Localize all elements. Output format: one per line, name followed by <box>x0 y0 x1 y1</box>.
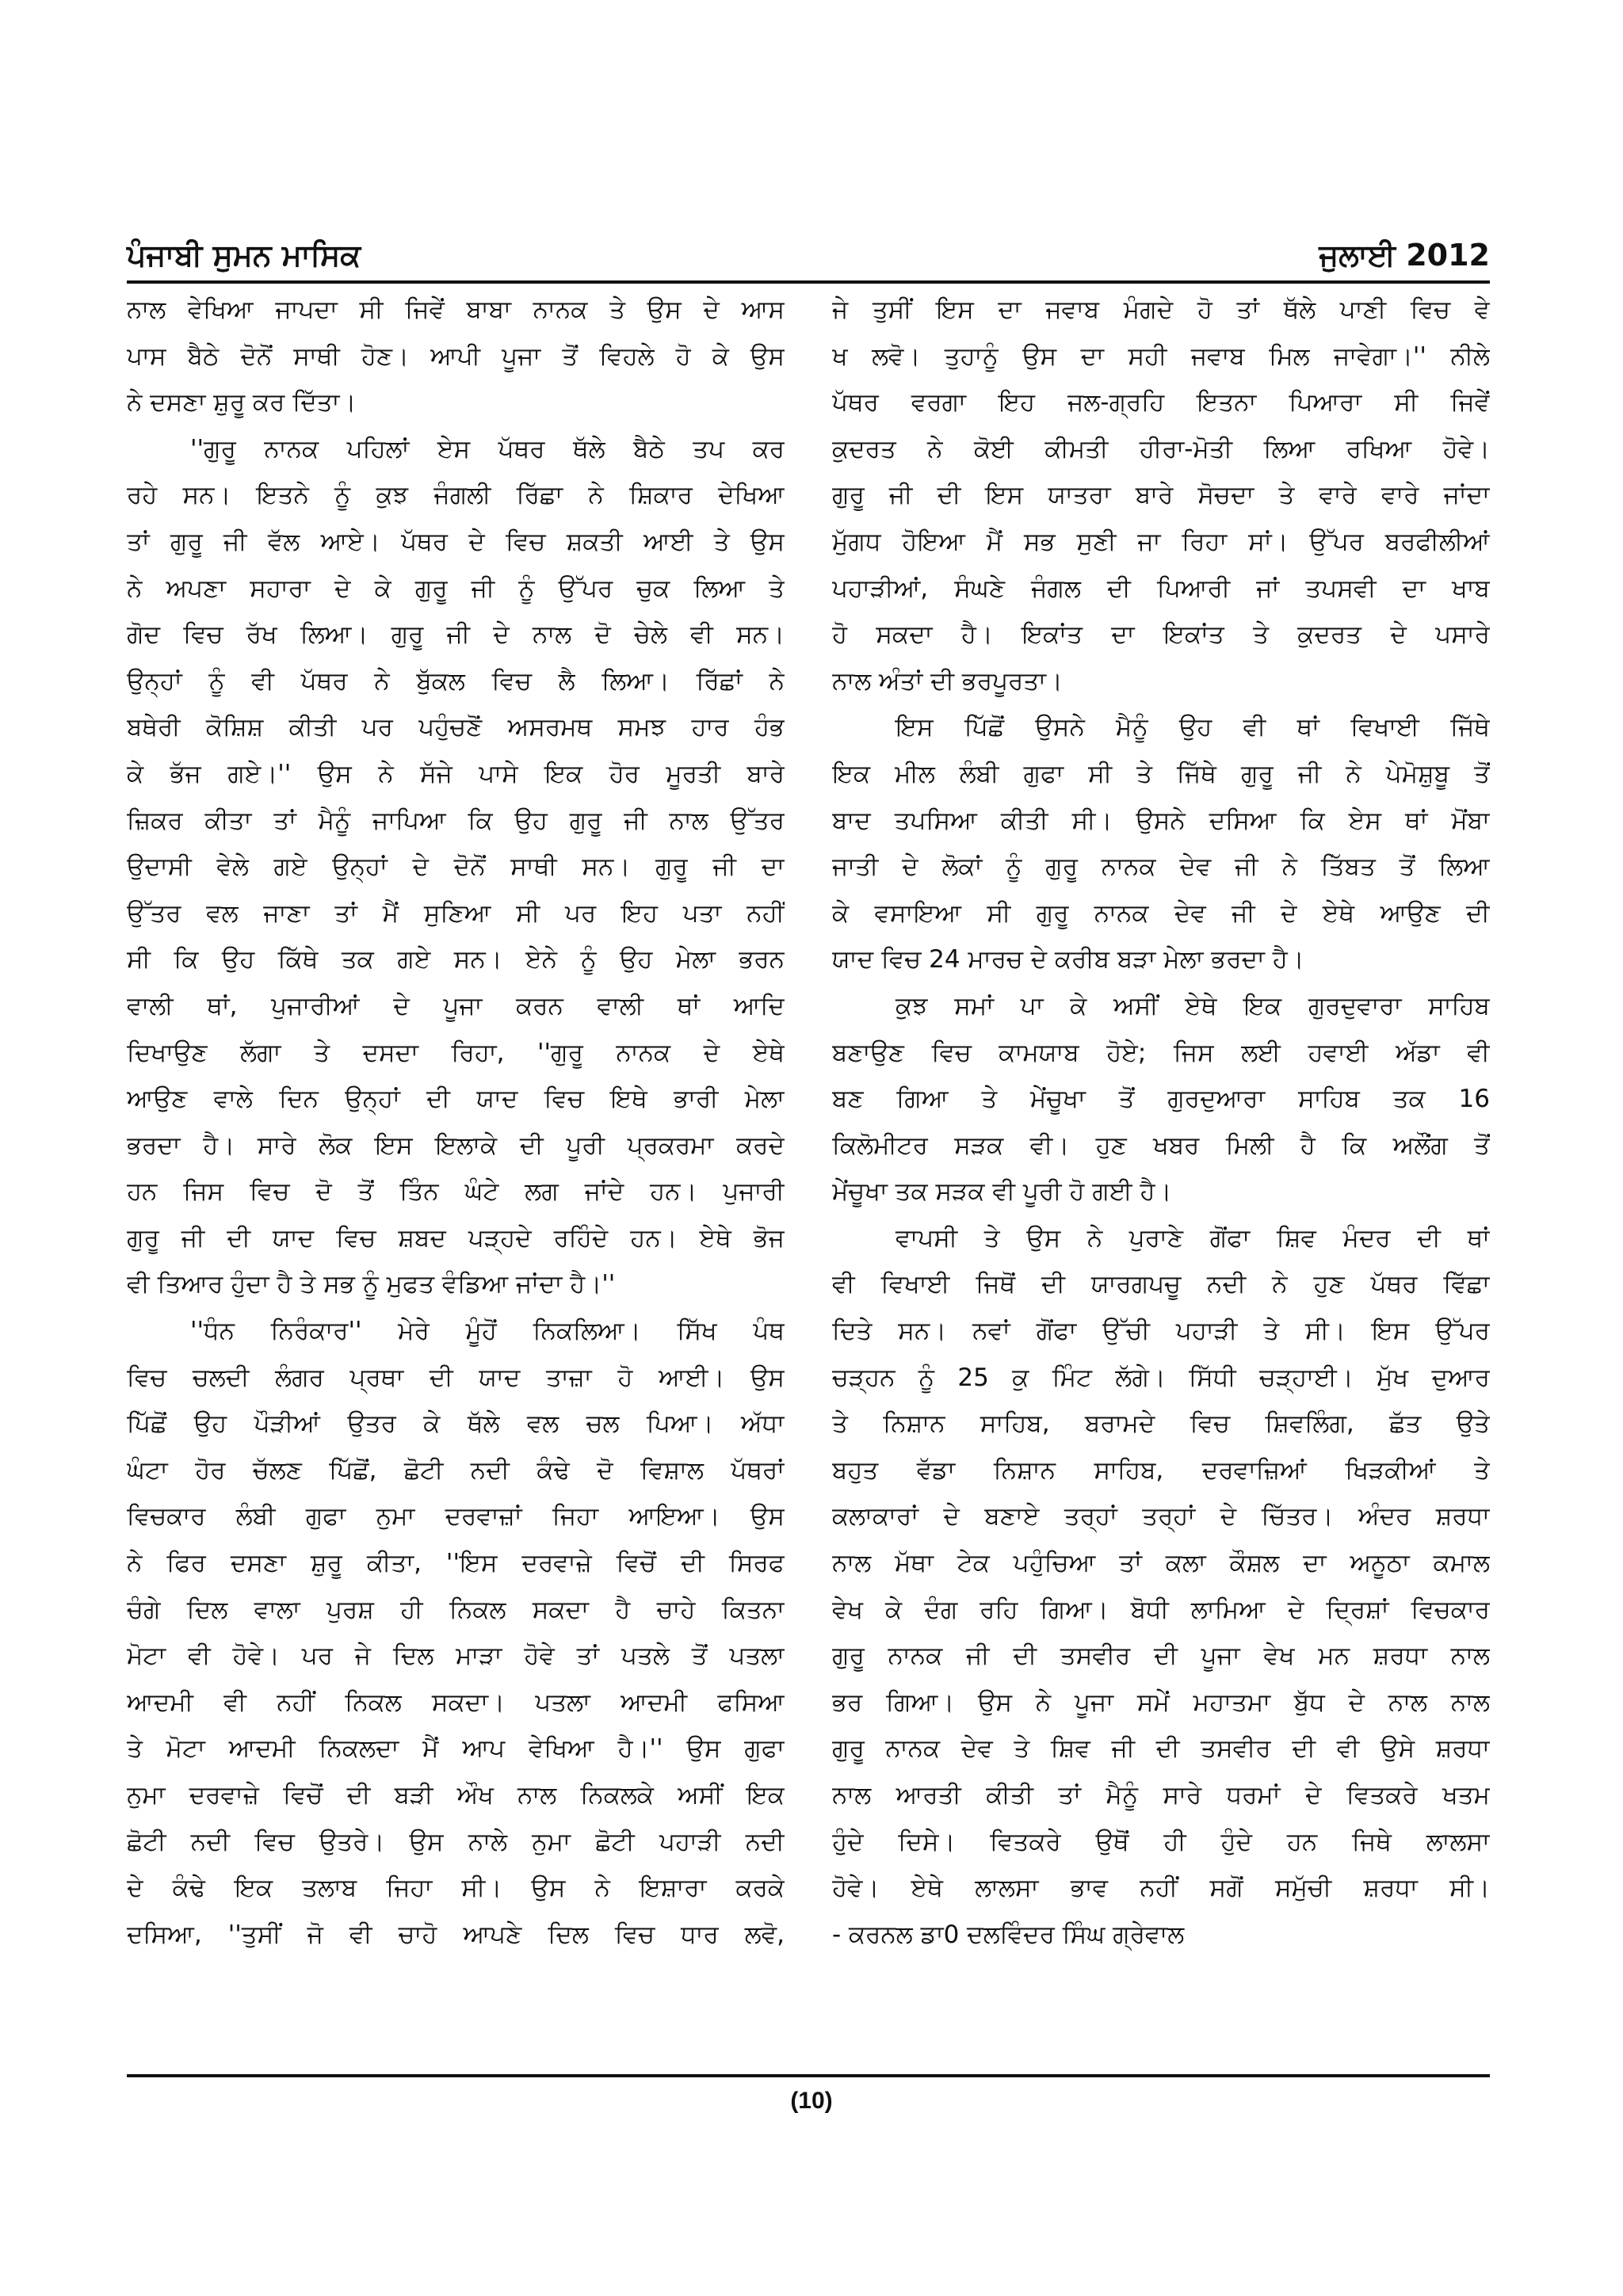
text-line: ਪਿੱਛੋਂ ਉਹ ਪੌੜੀਆਂ ਉਤਰ ਕੇ ਥੱਲੇ ਵਲ ਚਲ ਪਿਆ। ਅੱਧਾ <box>127 1409 785 1439</box>
right-column <box>832 287 1490 2071</box>
text-line: ਯਾਦ ਵਿਚ 24 ਮਾਰਚ ਦੇ ਕਰੀਬ ਬੜਾ ਮੇਲਾ ਭਰਦਾ ਹੈ। <box>832 945 1304 974</box>
text-line: ਬਥੇਰੀ ਕੋਸ਼ਿਸ਼ ਕੀਤੀ ਪਰ ਪਹੁੰਚਣੋਂ ਅਸਰਮਥ ਸਮਝ ਹਾਰ ਹੰਭ <box>127 713 785 742</box>
text-line: ਆਉਣ ਵਾਲੇ ਦਿਨ ਉਨ੍ਹਾਂ ਦੀ ਯਾਦ ਵਿਚ ਇਥੇ ਭਾਰੀ ਮੇਲਾ <box>127 1085 785 1114</box>
text-line: ਮੁੱਗਧ ਹੋਇਆ ਮੈਂ ਸਭ ਸੁਣੀ ਜਾ ਰਿਹਾ ਸਾਂ। ਉੱਪਰ ਬਰਫੀਲੀਆਂ <box>832 527 1490 556</box>
text-line: ਬਣਾਉਣ ਵਿਚ ਕਾਮਯਾਬ ਹੋਏ; ਜਿਸ ਲਈ ਹਵਾਈ ਅੱਡਾ ਵੀ <box>832 1038 1490 1067</box>
header-rule <box>127 280 1490 284</box>
text-line: ਛੋਟੀ ਨਦੀ ਵਿਚ ਉਤਰੇ। ਉਸ ਨਾਲੇ ਨੁਮਾ ਛੋਟੀ ਪਹਾੜੀ ਨਦੀ <box>127 1827 785 1856</box>
text-line: ਕਲਾਕਾਰਾਂ ਦੇ ਬਣਾਏ ਤਰ੍ਹਾਂ ਤਰ੍ਹਾਂ ਦੇ ਚਿੱਤਰ। ਅੰਦਰ ਸ਼ਰਧਾ <box>832 1502 1490 1531</box>
text-line: ਦਿਖਾਉਣ ਲੱਗਾ ਤੇ ਦਸਦਾ ਰਿਹਾ, ''ਗੁਰੂ ਨਾਨਕ ਦੇ ਏਥੇ <box>127 1038 785 1067</box>
text-line: ਹਨ ਜਿਸ ਵਿਚ ਦੋ ਤੋਂ ਤਿੰਨ ਘੰਟੇ ਲਗ ਜਾਂਦੇ ਹਨ। ਪੁਜਾਰੀ <box>127 1177 785 1207</box>
text-line: ਪਹਾੜੀਆਂ, ਸੰਘਣੇ ਜੰਗਲ ਦੀ ਪਿਆਰੀ ਜਾਂ ਤਪਸਵੀ ਦਾ ਖਾਬ <box>832 574 1490 603</box>
text-line: ਹੋਵੇ। ਏਥੇ ਲਾਲਸਾ ਭਾਵ ਨਹੀਂ ਸਗੋਂ ਸਮੁੱਚੀ ਸ਼ਰਧਾ ਸੀ। <box>832 1874 1490 1903</box>
text-line: ਗੁਰੂ ਨਾਨਕ ਜੀ ਦੀ ਤਸਵੀਰ ਦੀ ਪੂਜਾ ਵੇਖ ਮਨ ਸ਼ਰਧਾ ਨਾਲ <box>832 1642 1490 1671</box>
text-line: ਖ ਲਵੋ। ਤੁਹਾਨੂੰ ਉਸ ਦਾ ਸਹੀ ਜਵਾਬ ਮਿਲ ਜਾਵੇਗਾ।'' ਨੀਲੇ <box>832 341 1490 371</box>
text-line: ਕਿਲੋਮੀਟਰ ਸੜਕ ਵੀ। ਹੁਣ ਖਬਰ ਮਿਲੀ ਹੈ ਕਿ ਅਲੌਂਗ ਤੋਂ <box>832 1131 1490 1160</box>
text-line: ਹੁੰਦੇ ਦਿਸੇ। ਵਿਤਕਰੇ ਉਥੋਂ ਹੀ ਹੁੰਦੇ ਹਨ ਜਿਥੇ ਲਾਲਸਾ <box>832 1827 1490 1856</box>
text-line: ਗੁਰੂ ਜੀ ਦੀ ਯਾਦ ਵਿਚ ਸ਼ਬਦ ਪੜ੍ਹਦੇ ਰਹਿੰਦੇ ਹਨ। ਏਥੇ ਭੋਜ <box>127 1223 785 1253</box>
text-line: ਗੁਰੂ ਜੀ ਦੀ ਇਸ ਯਾਤਰਾ ਬਾਰੇ ਸੋਚਦਾ ਤੇ ਵਾਰੇ ਵਾਰੇ ਜਾਂਦਾ <box>832 481 1490 510</box>
text-line: ਵਾਲੀ ਥਾਂ, ਪੁਜਾਰੀਆਂ ਦੇ ਪੂਜਾ ਕਰਨ ਵਾਲੀ ਥਾਂ ਆਦਿ <box>127 991 785 1020</box>
text-line: ਜੇ ਤੁਸੀਂ ਇਸ ਦਾ ਜਵਾਬ ਮੰਗਦੇ ਹੋ ਤਾਂ ਥੱਲੇ ਪਾਣੀ ਵਿਚ ਵੇ <box>832 296 1490 324</box>
text-line: ਪਾਸ ਬੈਠੇ ਦੋਨੋਂ ਸਾਥੀ ਹੋਣ। ਆਪੀ ਪੂਜਾ ਤੋਂ ਵਿਹਲੇ ਹੋ ਕੇ ਉਸ <box>127 341 785 371</box>
text-line: ਕੁਝ ਸਮਾਂ ਪਾ ਕੇ ਅਸੀਂ ਏਥੇ ਇਕ ਗੁਰਦੁਵਾਰਾ ਸਾਹਿਬ <box>896 991 1490 1020</box>
text-line: ਬਹੁਤ ਵੱਡਾ ਨਿਸ਼ਾਨ ਸਾਹਿਬ, ਦਰਵਾਜ਼ਿਆਂ ਖਿੜਕੀਆਂ ਤੇ <box>832 1455 1490 1485</box>
text-line: ਭਰਦਾ ਹੈ। ਸਾਰੇ ਲੋਕ ਇਸ ਇਲਾਕੇ ਦੀ ਪੂਰੀ ਪ੍ਰਕਰਮਾ ਕਰਦੇ <box>127 1131 785 1160</box>
text-line: ਨਾਲ ਵੇਖਿਆ ਜਾਪਦਾ ਸੀ ਜਿਵੇਂ ਬਾਬਾ ਨਾਨਕ ਤੇ ਉਸ ਦੇ ਆਸ <box>127 296 785 324</box>
text-line: ਭਰ ਗਿਆ। ਉਸ ਨੇ ਪੂਜਾ ਸਮੇਂ ਮਹਾਤਮਾ ਬੁੱਧ ਦੇ ਨਾਲ ਨਾਲ <box>832 1688 1490 1717</box>
text-line: ਵਿਚ ਚਲਦੀ ਲੰਗਰ ਪ੍ਰਥਾ ਦੀ ਯਾਦ ਤਾਜ਼ਾ ਹੋ ਆਈ। ਉਸ <box>127 1363 785 1392</box>
text-line: ਵਾਪਸੀ ਤੇ ਉਸ ਨੇ ਪੁਰਾਣੇ ਗੋਂਫਾ ਸ਼ਿਵ ਮੰਦਰ ਦੀ ਥਾਂ <box>896 1223 1490 1253</box>
text-line: ਤੇ ਨਿਸ਼ਾਨ ਸਾਹਿਬ, ਬਰਾਮਦੇ ਵਿਚ ਸ਼ਿਵਲਿੰਗ, ਛੱਤ ਉਤੇ <box>832 1409 1490 1439</box>
text-line: ਜ਼ਿਕਰ ਕੀਤਾ ਤਾਂ ਮੈਨੂੰ ਜਾਪਿਆ ਕਿ ਉਹ ਗੁਰੂ ਜੀ ਨਾਲ ਉੱਤਰ <box>127 806 785 835</box>
text-line: ਨਾਲ ਮੱਥਾ ਟੇਕ ਪਹੁੰਚਿਆ ਤਾਂ ਕਲਾ ਕੌਸ਼ਲ ਦਾ ਅਨੂਠਾ ਕਮਾਲ <box>832 1549 1490 1578</box>
text-line: ''ਗੁਰੂ ਨਾਨਕ ਪਹਿਲਾਂ ਏਸ ਪੱਥਰ ਥੱਲੇ ਬੈਠੇ ਤਪ ਕਰ <box>190 434 785 463</box>
text-line: ਘੰਟਾ ਹੋਰ ਚੱਲਣ ਪਿੱਛੋਂ, ਛੋਟੀ ਨਦੀ ਕੰਢੇ ਦੋ ਵਿਸ਼ਾਲ ਪੱਥਰਾਂ <box>127 1455 785 1485</box>
text-line: ਤਾਂ ਗੁਰੂ ਜੀ ਵੱਲ ਆਏ। ਪੱਥਰ ਦੇ ਵਿਚ ਸ਼ਕਤੀ ਆਈ ਤੇ ਉਸ <box>127 527 785 556</box>
text-line: ਉਨ੍ਹਾਂ ਨੂੰ ਵੀ ਪੱਥਰ ਨੇ ਬੁੱਕਲ ਵਿਚ ਲੈ ਲਿਆ। ਰਿੱਛਾਂ ਨੇ <box>127 666 785 696</box>
text-line: ਗੁਰੂ ਨਾਨਕ ਦੇਵ ਤੇ ਸ਼ਿਵ ਜੀ ਦੀ ਤਸਵੀਰ ਦੀ ਵੀ ਉਸੇ ਸ਼ਰਧਾ <box>832 1734 1490 1764</box>
text-line: ਕੇ ਭੱਜ ਗਏ।'' ਉਸ ਨੇ ਸੱਜੇ ਪਾਸੇ ਇਕ ਹੋਰ ਮੂਰਤੀ ਬਾਰੇ <box>127 759 785 788</box>
text-line: ਚੰਗੇ ਦਿਲ ਵਾਲਾ ਪੁਰਸ਼ ਹੀ ਨਿਕਲ ਸਕਦਾ ਹੈ ਚਾਹੇ ਕਿਤਨਾ <box>127 1595 785 1624</box>
text-line: ਨੇ ਫਿਰ ਦਸਣਾ ਸ਼ੁਰੂ ਕੀਤਾ, ''ਇਸ ਦਰਵਾਜ਼ੇ ਵਿਚੋਂ ਦੀ ਸਿਰਫ <box>127 1549 785 1578</box>
text-line: ਵੇਖ ਕੇ ਦੰਗ ਰਹਿ ਗਿਆ। ਬੋਧੀ ਲਾਮਿਆ ਦੇ ਦ੍ਰਿਸ਼ਾਂ ਵਿਚਕਾਰ <box>832 1595 1490 1624</box>
text-line: ਰਹੇ ਸਨ। ਇਤਨੇ ਨੂੰ ਕੁਝ ਜੰਗਲੀ ਰਿੱਛਾ ਨੇ ਸ਼ਿਕਾਰ ਦੇਖਿਆ <box>127 481 785 510</box>
text-line: ਨਾਲ ਆਰਤੀ ਕੀਤੀ ਤਾਂ ਮੈਨੂੰ ਸਾਰੇ ਧਰਮਾਂ ਦੇ ਵਿਤਕਰੇ ਖਤਮ <box>832 1781 1490 1810</box>
text-line: ਵੀ ਤਿਆਰ ਹੁੰਦਾ ਹੈ ਤੇ ਸਭ ਨੂੰ ਮੁਫਤ ਵੰਡਿਆ ਜਾਂਦਾ ਹੈ।'' <box>127 1270 616 1299</box>
text-line: ਨੇ ਅਪਣਾ ਸਹਾਰਾ ਦੇ ਕੇ ਗੁਰੂ ਜੀ ਨੂੰ ਉੱਪਰ ਚੁਕ ਲਿਆ ਤੇ <box>127 574 785 603</box>
text-line: ਆਦਮੀ ਵੀ ਨਹੀਂ ਨਿਕਲ ਸਕਦਾ। ਪਤਲਾ ਆਦਮੀ ਫਸਿਆ <box>127 1688 785 1717</box>
text-line: ਮੇਂਚੂਖਾ ਤਕ ਸੜਕ ਵੀ ਪੂਰੀ ਹੋ ਗਈ ਹੈ। <box>832 1177 1172 1207</box>
text-line: ਇਕ ਮੀਲ ਲੰਬੀ ਗੁਫਾ ਸੀ ਤੇ ਜਿੱਥੇ ਗੁਰੂ ਜੀ ਨੇ ਪੇਮੋਸ਼ੁਬੂ ਤੋਂ <box>832 759 1490 788</box>
article-body <box>127 287 1490 2071</box>
text-line: ਮੋਟਾ ਵੀ ਹੋਵੇ। ਪਰ ਜੇ ਦਿਲ ਮਾੜਾ ਹੋਵੇ ਤਾਂ ਪਤਲੇ ਤੋਂ ਪਤਲਾ <box>127 1642 785 1671</box>
text-line: ਨਾਲ ਅੰਤਾਂ ਦੀ ਭਰਪੂਰਤਾ। <box>832 666 1063 696</box>
text-line: ਨੁਮਾ ਦਰਵਾਜ਼ੇ ਵਿਚੋਂ ਦੀ ਬੜੀ ਔਖ ਨਾਲ ਨਿਕਲਕੇ ਅਸੀਂ ਇਕ <box>127 1781 785 1810</box>
text-line: ਉਦਾਸੀ ਵੇਲੇ ਗਏ ਉਨ੍ਹਾਂ ਦੇ ਦੋਨੋਂ ਸਾਥੀ ਸਨ। ਗੁਰੂ ਜੀ ਦਾ <box>127 852 785 882</box>
text-line: ਉੱਤਰ ਵਲ ਜਾਣਾ ਤਾਂ ਮੈਂ ਸੁਣਿਆ ਸੀ ਪਰ ਇਹ ਪਤਾ ਨਹੀਂ <box>127 898 785 928</box>
text-line: ਗੋਦ ਵਿਚ ਰੱਖ ਲਿਆ। ਗੁਰੂ ਜੀ ਦੇ ਨਾਲ ਦੋ ਚੇਲੇ ਵੀ ਸਨ। <box>127 620 785 650</box>
text-line: ਦਿਤੇ ਸਨ। ਨਵਾਂ ਗੋਂਫਾ ਉੱਚੀ ਪਹਾੜੀ ਤੇ ਸੀ। ਇਸ ਉੱਪਰ <box>832 1317 1490 1346</box>
page-number: (10) <box>790 2088 833 2114</box>
text-line: ਸੀ ਕਿ ਉਹ ਕਿੱਥੇ ਤਕ ਗਏ ਸਨ। ਏਨੇ ਨੂੰ ਉਹ ਮੇਲਾ ਭਰਨ <box>127 945 785 974</box>
text-line: ਕੇ ਵਸਾਇਆ ਸੀ ਗੁਰੂ ਨਾਨਕ ਦੇਵ ਜੀ ਦੇ ਏਥੇ ਆਉਣ ਦੀ <box>832 898 1490 928</box>
text-line: ਨੇ ਦਸਣਾ ਸ਼ੁਰੂ ਕਰ ਦਿੱਤਾ। <box>127 388 357 418</box>
text-line: ਚੜ੍ਹਨ ਨੂੰ 25 ਕੁ ਮਿੰਟ ਲੱਗੇ। ਸਿੱਧੀ ਚੜ੍ਹਾਈ। ਮੁੱਖ ਦੁਆਰ <box>832 1363 1490 1392</box>
text-line: ਇਸ ਪਿੱਛੋਂ ਉਸਨੇ ਮੈਨੂੰ ਉਹ ਵੀ ਥਾਂ ਵਿਖਾਈ ਜਿੱਥੇ <box>896 713 1490 742</box>
text-line: ਦਸਿਆ, ''ਤੁਸੀਂ ਜੋ ਵੀ ਚਾਹੋ ਆਪਣੇ ਦਿਲ ਵਿਚ ਧਾਰ ਲਵੋ, <box>127 1920 785 1949</box>
text-line: ਵੀ ਵਿਖਾਈ ਜਿਥੋਂ ਦੀ ਯਾਰਗਪਚੂ ਨਦੀ ਨੇ ਹੁਣ ਪੱਥਰ ਵਿੱਛਾ <box>832 1270 1490 1299</box>
text-line: ਜਾਤੀ ਦੇ ਲੋਕਾਂ ਨੂੰ ਗੁਰੂ ਨਾਨਕ ਦੇਵ ਜੀ ਨੇ ਤਿੱਬਤ ਤੋਂ ਲਿਆ <box>832 852 1490 882</box>
text-line: ''ਧੰਨ ਨਿਰੰਕਾਰ'' ਮੇਰੇ ਮੂੰਹੋਂ ਨਿਕਲਿਆ। ਸਿੱਖ ਪੰਥ <box>190 1317 785 1346</box>
issue-date: ਜੁਲਾਈ 2012 <box>1319 238 1490 273</box>
text-line: ਹੋ ਸਕਦਾ ਹੈ। ਇਕਾਂਤ ਦਾ ਇਕਾਂਤ ਤੇ ਕੁਦਰਤ ਦੇ ਪਸਾਰੇ <box>832 620 1490 650</box>
footer-rule <box>127 2074 1490 2077</box>
text-line: ਦੇ ਕੰਢੇ ਇਕ ਤਲਾਬ ਜਿਹਾ ਸੀ। ਉਸ ਨੇ ਇਸ਼ਾਰਾ ਕਰਕੇ <box>127 1874 785 1903</box>
publication-title: ਪੰਜਾਬੀ ਸੁਮਨ ਮਾਸਿਕ <box>127 238 361 273</box>
text-line: - ਕਰਨਲ ਡਾ0 ਦਲਵਿੰਦਰ ਸਿੰਘ ਗ੍ਰੇਵਾਲ <box>832 1920 1185 1949</box>
text-line: ਕੁਦਰਤ ਨੇ ਕੋਈ ਕੀਮਤੀ ਹੀਰਾ-ਮੋਤੀ ਲਿਆ ਰਖਿਆ ਹੋਵੇ। <box>832 434 1490 463</box>
text-line: ਵਿਚਕਾਰ ਲੰਬੀ ਗੁਫਾ ਨੁਮਾ ਦਰਵਾਜ਼ਾਂ ਜਿਹਾ ਆਇਆ। ਉਸ <box>127 1502 785 1531</box>
page-header <box>127 231 1490 279</box>
text-line: ਬਾਦ ਤਪਸਿਆ ਕੀਤੀ ਸੀ। ਉਸਨੇ ਦਸਿਆ ਕਿ ਏਸ ਥਾਂ ਮੋਂਬਾ <box>832 806 1490 835</box>
text-line: ਤੇ ਮੋਟਾ ਆਦਮੀ ਨਿਕਲਦਾ ਮੈਂ ਆਪ ਵੇਖਿਆ ਹੈ।'' ਉਸ ਗੁਫਾ <box>127 1734 785 1764</box>
left-column <box>127 287 785 2071</box>
text-line: ਬਣ ਗਿਆ ਤੇ ਮੇਂਚੂਖਾ ਤੋਂ ਗੁਰਦੁਆਰਾ ਸਾਹਿਬ ਤਕ 16 <box>832 1085 1490 1114</box>
text-line: ਪੱਥਰ ਵਰਗਾ ਇਹ ਜਲ-ਗ੍ਰਹਿ ਇਤਨਾ ਪਿਆਰਾ ਸੀ ਜਿਵੇਂ <box>832 388 1490 418</box>
